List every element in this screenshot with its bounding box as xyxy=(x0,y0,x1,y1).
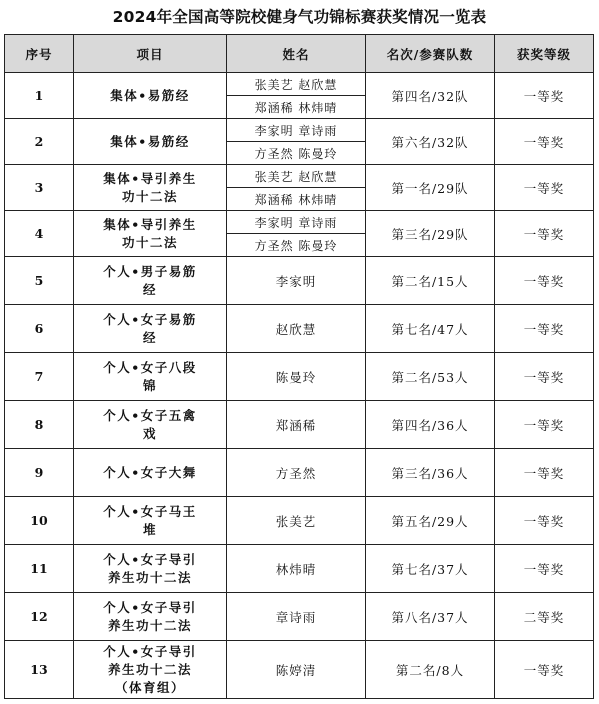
project-cell xyxy=(74,257,227,305)
project-cell xyxy=(74,545,227,593)
project-cell xyxy=(74,119,227,165)
rank-cell: 第三名/29队 xyxy=(366,211,495,257)
table-row xyxy=(5,497,594,545)
project-line: 养生功十二法 xyxy=(107,617,192,633)
project-line: 经 xyxy=(142,281,157,297)
table-row xyxy=(5,211,594,234)
award-cell: 一等奖 xyxy=(495,545,594,593)
rank-cell: 第六名/32队 xyxy=(366,119,495,165)
project-line: 集体•易筋经 xyxy=(110,87,190,103)
rank-cell: 第二名/8人 xyxy=(366,641,495,699)
header-project: 项目 xyxy=(74,35,227,73)
table-row xyxy=(5,257,594,305)
project-line: 个人•女子马王 xyxy=(103,503,197,519)
header-name: 姓名 xyxy=(227,35,366,73)
rank-cell: 第三名/36人 xyxy=(366,449,495,497)
project-cell xyxy=(74,211,227,257)
row-number: 5 xyxy=(5,257,74,305)
project-line: 个人•女子大舞 xyxy=(103,464,197,480)
table-row xyxy=(5,119,594,142)
award-cell: 一等奖 xyxy=(495,257,594,305)
award-cell: 一等奖 xyxy=(495,449,594,497)
rank-cell: 第八名/37人 xyxy=(366,593,495,641)
project-cell xyxy=(74,497,227,545)
header-seq: 序号 xyxy=(5,35,74,73)
award-cell: 一等奖 xyxy=(495,165,594,211)
rank-cell: 第二名/53人 xyxy=(366,353,495,401)
header-award: 获奖等级 xyxy=(495,35,594,73)
project-cell xyxy=(74,449,227,497)
project-cell xyxy=(74,353,227,401)
project-line: 集体•导引养生 xyxy=(103,170,197,186)
table-row xyxy=(5,545,594,593)
project-line: 功十二法 xyxy=(121,234,178,250)
rank-cell: 第七名/47人 xyxy=(366,305,495,353)
award-cell: 一等奖 xyxy=(495,353,594,401)
project-line: 个人•男子易筋 xyxy=(103,263,197,279)
rank-cell: 第七名/37人 xyxy=(366,545,495,593)
project-line: 个人•女子导引 xyxy=(103,643,197,659)
project-line: 经 xyxy=(142,329,157,345)
rank-cell: 第五名/29人 xyxy=(366,497,495,545)
athlete-name: 陈婷清 xyxy=(227,641,366,699)
athlete-name: 李家明 xyxy=(227,257,366,305)
table-body xyxy=(5,73,594,699)
row-number: 12 xyxy=(5,593,74,641)
row-number: 9 xyxy=(5,449,74,497)
member-names: 张美艺 赵欣慧 xyxy=(227,73,366,96)
awards-table xyxy=(4,34,594,699)
project-cell xyxy=(74,593,227,641)
member-names: 李家明 章诗雨 xyxy=(227,211,366,234)
project-line: 个人•女子八段 xyxy=(103,359,197,375)
rank-cell: 第二名/15人 xyxy=(366,257,495,305)
project-cell xyxy=(74,401,227,449)
member-names: 方圣然 陈曼玲 xyxy=(227,142,366,165)
member-names: 李家明 章诗雨 xyxy=(227,119,366,142)
member-names: 张美艺 赵欣慧 xyxy=(227,165,366,188)
award-cell: 一等奖 xyxy=(495,641,594,699)
row-number: 8 xyxy=(5,401,74,449)
rank-cell: 第四名/36人 xyxy=(366,401,495,449)
project-line: 锦 xyxy=(142,377,157,393)
project-line: 戏 xyxy=(142,425,157,441)
athlete-name: 陈曼玲 xyxy=(227,353,366,401)
header-rank: 名次/参赛队数 xyxy=(366,35,495,73)
table-row xyxy=(5,73,594,96)
table-row xyxy=(5,165,594,188)
award-cell: 一等奖 xyxy=(495,119,594,165)
project-cell xyxy=(74,73,227,119)
row-number: 1 xyxy=(5,73,74,119)
project-line: 个人•女子导引 xyxy=(103,599,197,615)
project-line: 个人•女子五禽 xyxy=(103,407,197,423)
athlete-name: 方圣然 xyxy=(227,449,366,497)
rank-cell: 第一名/29队 xyxy=(366,165,495,211)
table-row xyxy=(5,305,594,353)
project-line: 养生功十二法 xyxy=(107,661,192,677)
row-number: 13 xyxy=(5,641,74,699)
rank-cell: 第四名/32队 xyxy=(366,73,495,119)
athlete-name: 赵欣慧 xyxy=(227,305,366,353)
athlete-name: 林炜晴 xyxy=(227,545,366,593)
table-row xyxy=(5,449,594,497)
project-line: 堆 xyxy=(142,521,157,537)
award-cell: 一等奖 xyxy=(495,497,594,545)
project-cell xyxy=(74,305,227,353)
row-number: 11 xyxy=(5,545,74,593)
table-row xyxy=(5,593,594,641)
project-line: 个人•女子易筋 xyxy=(103,311,197,327)
row-number: 3 xyxy=(5,165,74,211)
member-names: 郑涵稀 林炜晴 xyxy=(227,188,366,211)
award-cell: 一等奖 xyxy=(495,211,594,257)
page-title: 2024年全国高等院校健身气功锦标赛获奖情况一览表 xyxy=(112,8,487,26)
member-names: 郑涵稀 林炜晴 xyxy=(227,96,366,119)
project-line: 集体•导引养生 xyxy=(103,216,197,232)
award-cell: 一等奖 xyxy=(495,73,594,119)
member-names: 方圣然 陈曼玲 xyxy=(227,234,366,257)
project-line: （体育组） xyxy=(114,679,185,695)
row-number: 7 xyxy=(5,353,74,401)
project-line: 养生功十二法 xyxy=(107,569,192,585)
row-number: 2 xyxy=(5,119,74,165)
row-number: 6 xyxy=(5,305,74,353)
project-line: 个人•女子导引 xyxy=(103,551,197,567)
row-number: 10 xyxy=(5,497,74,545)
table-header-row xyxy=(5,35,594,73)
table-row xyxy=(5,401,594,449)
athlete-name: 郑涵稀 xyxy=(227,401,366,449)
table-row xyxy=(5,353,594,401)
project-line: 功十二法 xyxy=(121,188,178,204)
award-cell: 一等奖 xyxy=(495,305,594,353)
project-cell xyxy=(74,165,227,211)
award-cell: 二等奖 xyxy=(495,593,594,641)
table-row xyxy=(5,641,594,699)
athlete-name: 章诗雨 xyxy=(227,593,366,641)
project-cell xyxy=(74,641,227,699)
athlete-name: 张美艺 xyxy=(227,497,366,545)
project-line: 集体•易筋经 xyxy=(110,133,190,149)
award-cell: 一等奖 xyxy=(495,401,594,449)
row-number: 4 xyxy=(5,211,74,257)
